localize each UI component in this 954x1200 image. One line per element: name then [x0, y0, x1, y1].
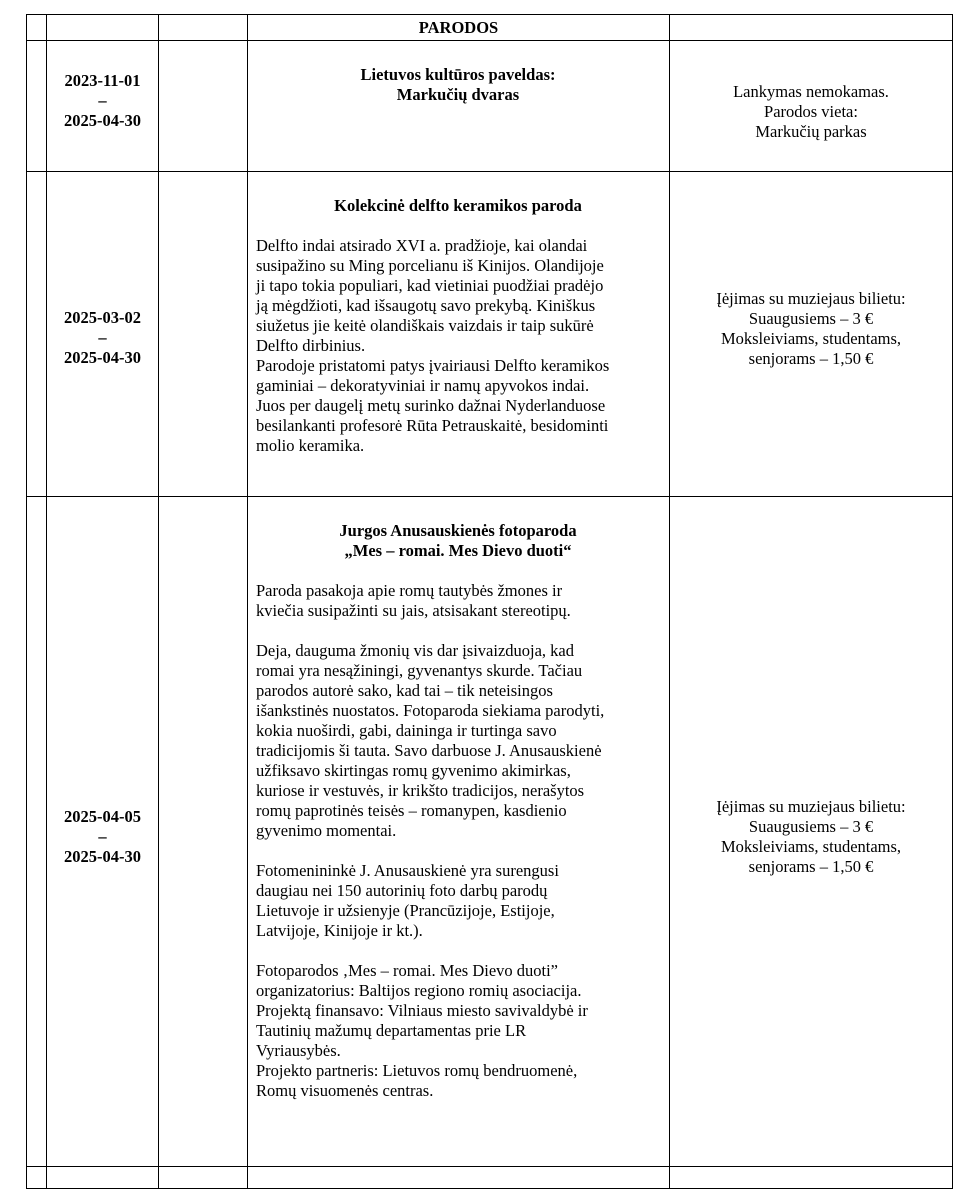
paragraph [256, 961, 660, 1101]
text-line: išankstinės nuostatos. Fotoparoda siekiama parodyti, [256, 701, 605, 720]
date-start: 2025-04-05 [64, 806, 141, 826]
event-description [248, 41, 670, 172]
exhibitions-table [26, 14, 953, 1189]
empty-cell [159, 172, 248, 497]
text-line: Paroda pasakoja apie romų tautybės žmones ir [256, 581, 563, 600]
event-description [248, 172, 670, 497]
text-line: gaminiai – dekoratyviniai ir namų apyvokos indai. [256, 376, 590, 395]
text-line: Fotomenininkė J. Anusauskienė yra surengusi [256, 861, 559, 880]
event-notes [670, 497, 953, 1167]
text-line: parodos autorė sako, kad tai – tik neteisingos [256, 681, 553, 700]
note-line: Suaugusiems – 3 € [748, 816, 874, 836]
text-line: ją mėgdžioti, kad išsaugotų savo prekybą. Kiniškus [256, 296, 596, 315]
text-line: daugiau nei 150 autorinių foto darbų parodų [256, 881, 548, 900]
empty-cell [159, 497, 248, 1167]
empty-cell [159, 1167, 248, 1189]
text-line: susipažino su Ming porcelianu iš Kinijos. Olandijoje [256, 256, 604, 275]
text-line: kokia nuoširdi, gabi, dainingа ir turtinga savo [256, 721, 557, 740]
text-line: Romų visuomenės centras. [256, 1081, 434, 1100]
empty-cell [27, 172, 47, 497]
text-line: Fotoparodos ‚Mes – romai. Mes Dievo duoti” [256, 961, 559, 980]
text-line: užfiksavo skirtingas romų gyvenimo akimirkas, [256, 761, 571, 780]
date-start: 2023-11-01 [64, 71, 141, 90]
note-line: Lankymas nemokamas. [733, 82, 889, 101]
event-row [27, 497, 953, 1167]
empty-cell [670, 15, 953, 41]
empty-cell [27, 497, 47, 1167]
note-line: senjorams – 1,50 € [748, 349, 874, 368]
text-line: besilankanti profesorė Rūta Petrauskaitė, besidominti [256, 416, 609, 435]
text-line: Juos per daugelį metų surinko dažnai Nyderlanduose [256, 396, 606, 415]
date-dash: – [98, 328, 107, 347]
paragraph [256, 236, 660, 356]
note-line: Įėjimas su muziejaus bilietu: [716, 289, 906, 308]
note-line: Įėjimas su muziejaus bilietu: [716, 796, 906, 816]
event-description [248, 497, 670, 1167]
section-title: PARODOS [248, 15, 670, 41]
event-row [27, 41, 953, 172]
date-range [47, 41, 159, 172]
empty-cell [248, 1167, 670, 1189]
text-line: Projektą finansavo: Vilniaus miesto savivaldybė ir [256, 1001, 588, 1020]
note-line: Suaugusiems – 3 € [748, 309, 874, 328]
paragraph [256, 581, 660, 621]
event-title-line: Lietuvos kultūros paveldas: [360, 65, 556, 84]
note-line: senjorams – 1,50 € [748, 856, 874, 876]
text-line: siužetus jie keitė olandiškais vaizdais ir taip sukūrė [256, 316, 594, 335]
event-title-line: Kolekcinė delfto keramikos paroda [334, 196, 582, 215]
text-line: ji tapo tokia populiari, kad vietiniai puodžiai pradėjo [256, 276, 604, 295]
text-line: gyvenimo momentai. [256, 821, 397, 840]
note-line: Moksleiviams, studentams, [720, 836, 902, 856]
date-end: 2025-04-30 [64, 111, 141, 130]
empty-cell [159, 15, 248, 41]
event-title-line: „Mes – romai. Mes Dievo duoti“ [344, 541, 572, 560]
text-line: kviečia susipažinti su jais, atsisakant stereotipų. [256, 601, 571, 620]
date-range [47, 172, 159, 497]
text-line: Vyriausybės. [256, 1041, 341, 1060]
text-line: kuriose ir vestuvės, ir krikšto tradicijos, nerašytos [256, 781, 585, 800]
event-notes [670, 41, 953, 172]
text-line: tradicijomis ši tauta. Savo darbuose J. Anusauskienė [256, 741, 602, 760]
date-dash: – [98, 91, 107, 110]
text-line: Delfto dirbinius. [256, 336, 366, 355]
empty-cell [27, 15, 47, 41]
event-title-line: Jurgos Anusauskienės fotoparoda [339, 521, 577, 540]
text-line: molio keramika. [256, 436, 365, 455]
empty-cell [27, 41, 47, 172]
date-end: 2025-04-30 [64, 846, 141, 866]
text-line: romai yra nesąžiningi, gyvenantys skurde. Tačiau [256, 661, 583, 680]
date-range [47, 497, 159, 1167]
text-line: Deja, dauguma žmonių vis dar įsivaizduoja, kad [256, 641, 574, 660]
text-line: Parodoje pristatomi patys įvairiausi Delfto keramikos [256, 356, 610, 375]
note-line: Parodos vieta: [764, 102, 858, 121]
text-line: Delfto indai atsirado XVI a. pradžioje, kai olandai [256, 236, 588, 255]
empty-cell [47, 15, 159, 41]
event-row [27, 172, 953, 497]
text-line: Lietuvoje ir užsienyje (Prancūzijoje, Estijoje, [256, 901, 555, 920]
empty-cell [27, 1167, 47, 1189]
paragraph [256, 641, 660, 841]
empty-cell [47, 1167, 159, 1189]
text-line: Latvijoje, Kinijoje ir kt.). [256, 921, 423, 940]
text-line: organizatorius: Baltijos regiono romių asociacija. [256, 981, 582, 1000]
paragraph [256, 861, 660, 941]
date-start: 2025-03-02 [64, 308, 141, 327]
note-line: Moksleiviams, studentams, [720, 329, 902, 348]
empty-cell [670, 1167, 953, 1189]
text-line: Tautinių mažumų departamentas prie LR [256, 1021, 527, 1040]
event-title-line: Markučių dvaras [396, 85, 520, 104]
event-notes [670, 172, 953, 497]
footer-row [27, 1167, 953, 1189]
note-line: Markučių parkas [755, 122, 867, 141]
header-row [27, 15, 953, 41]
text-line: romų paprotinės teisės – romanypen, kasdienio [256, 801, 567, 820]
text-line: Projekto partneris: Lietuvos romų bendruomenė, [256, 1061, 578, 1080]
paragraph [256, 356, 660, 456]
date-dash: – [98, 826, 107, 846]
date-end: 2025-04-30 [64, 348, 141, 367]
empty-cell [159, 41, 248, 172]
